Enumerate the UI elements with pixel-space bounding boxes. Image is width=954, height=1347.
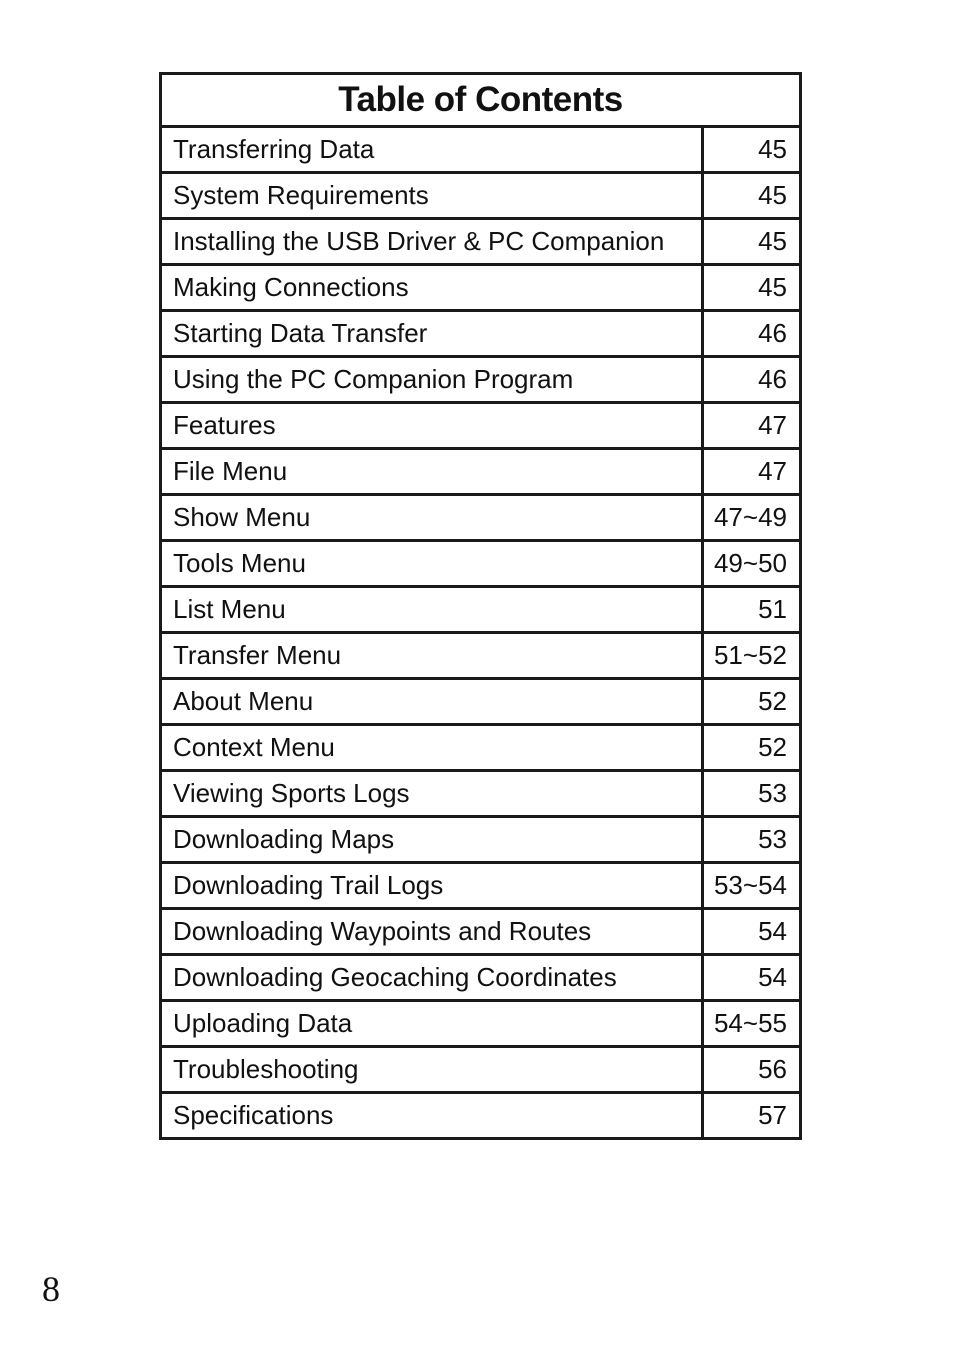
toc-entry-title: Using the PC Companion Program [161,357,703,403]
toc-entry-page: 54 [702,909,800,955]
toc-heading-row [161,74,801,127]
toc-entry-page: 56 [702,1047,800,1093]
table-row [161,541,801,587]
toc-entries [161,127,801,1139]
table-row [161,679,801,725]
toc-entry-page: 47 [702,449,800,495]
toc-entry-title: List Menu [161,587,703,633]
toc-entry-page: 54~55 [702,1001,800,1047]
toc-entry-title: Installing the USB Driver & PC Companion [161,219,703,265]
toc-entry-page: 51~52 [702,633,800,679]
toc-entry-title: Downloading Trail Logs [161,863,703,909]
table-row [161,357,801,403]
toc-entry-title: Uploading Data [161,1001,703,1047]
toc-entry-title: About Menu [161,679,703,725]
toc-entry-title: Troubleshooting [161,1047,703,1093]
table-row [161,725,801,771]
table-row [161,173,801,219]
toc-entry-title: Making Connections [161,265,703,311]
table-row [161,633,801,679]
toc-entry-page: 53 [702,817,800,863]
toc-entry-title: Downloading Maps [161,817,703,863]
toc-entry-page: 52 [702,725,800,771]
toc-entry-page: 53 [702,771,800,817]
table-row [161,587,801,633]
table-row [161,449,801,495]
table-row [161,955,801,1001]
table-row [161,311,801,357]
toc-entry-page: 45 [702,173,800,219]
toc-entry-page: 47 [702,403,800,449]
toc-entry-title: Transferring Data [161,127,703,173]
toc-entry-page: 45 [702,265,800,311]
toc-entry-title: Specifications [161,1093,703,1139]
table-row [161,909,801,955]
toc-entry-page: 54 [702,955,800,1001]
toc-entry-title: Downloading Geocaching Coordinates [161,955,703,1001]
table-row [161,1093,801,1139]
toc-entry-title: Show Menu [161,495,703,541]
table-row [161,495,801,541]
table-row [161,127,801,173]
toc-entry-page: 46 [702,311,800,357]
toc-heading: Table of Contents [161,74,801,127]
toc-entry-page: 52 [702,679,800,725]
table-row [161,771,801,817]
toc-entry-title: Viewing Sports Logs [161,771,703,817]
page-number: 8 [42,1269,60,1309]
toc-entry-page: 46 [702,357,800,403]
table-row [161,1047,801,1093]
table-row [161,1001,801,1047]
toc-entry-page: 53~54 [702,863,800,909]
toc-entry-title: Context Menu [161,725,703,771]
toc-entry-page: 57 [702,1093,800,1139]
toc-entry-title: File Menu [161,449,703,495]
table-row [161,403,801,449]
toc-entry-title: Features [161,403,703,449]
table-row [161,863,801,909]
toc-entry-title: Downloading Waypoints and Routes [161,909,703,955]
toc-entry-page: 51 [702,587,800,633]
toc-entry-title: Starting Data Transfer [161,311,703,357]
table-row [161,265,801,311]
table-of-contents [159,72,802,1140]
toc-entry-page: 45 [702,219,800,265]
toc-entry-page: 45 [702,127,800,173]
toc-entry-title: Transfer Menu [161,633,703,679]
table-row [161,219,801,265]
toc-entry-title: Tools Menu [161,541,703,587]
toc-entry-title: System Requirements [161,173,703,219]
table-row [161,817,801,863]
toc-entry-page: 47~49 [702,495,800,541]
toc-entry-page: 49~50 [702,541,800,587]
